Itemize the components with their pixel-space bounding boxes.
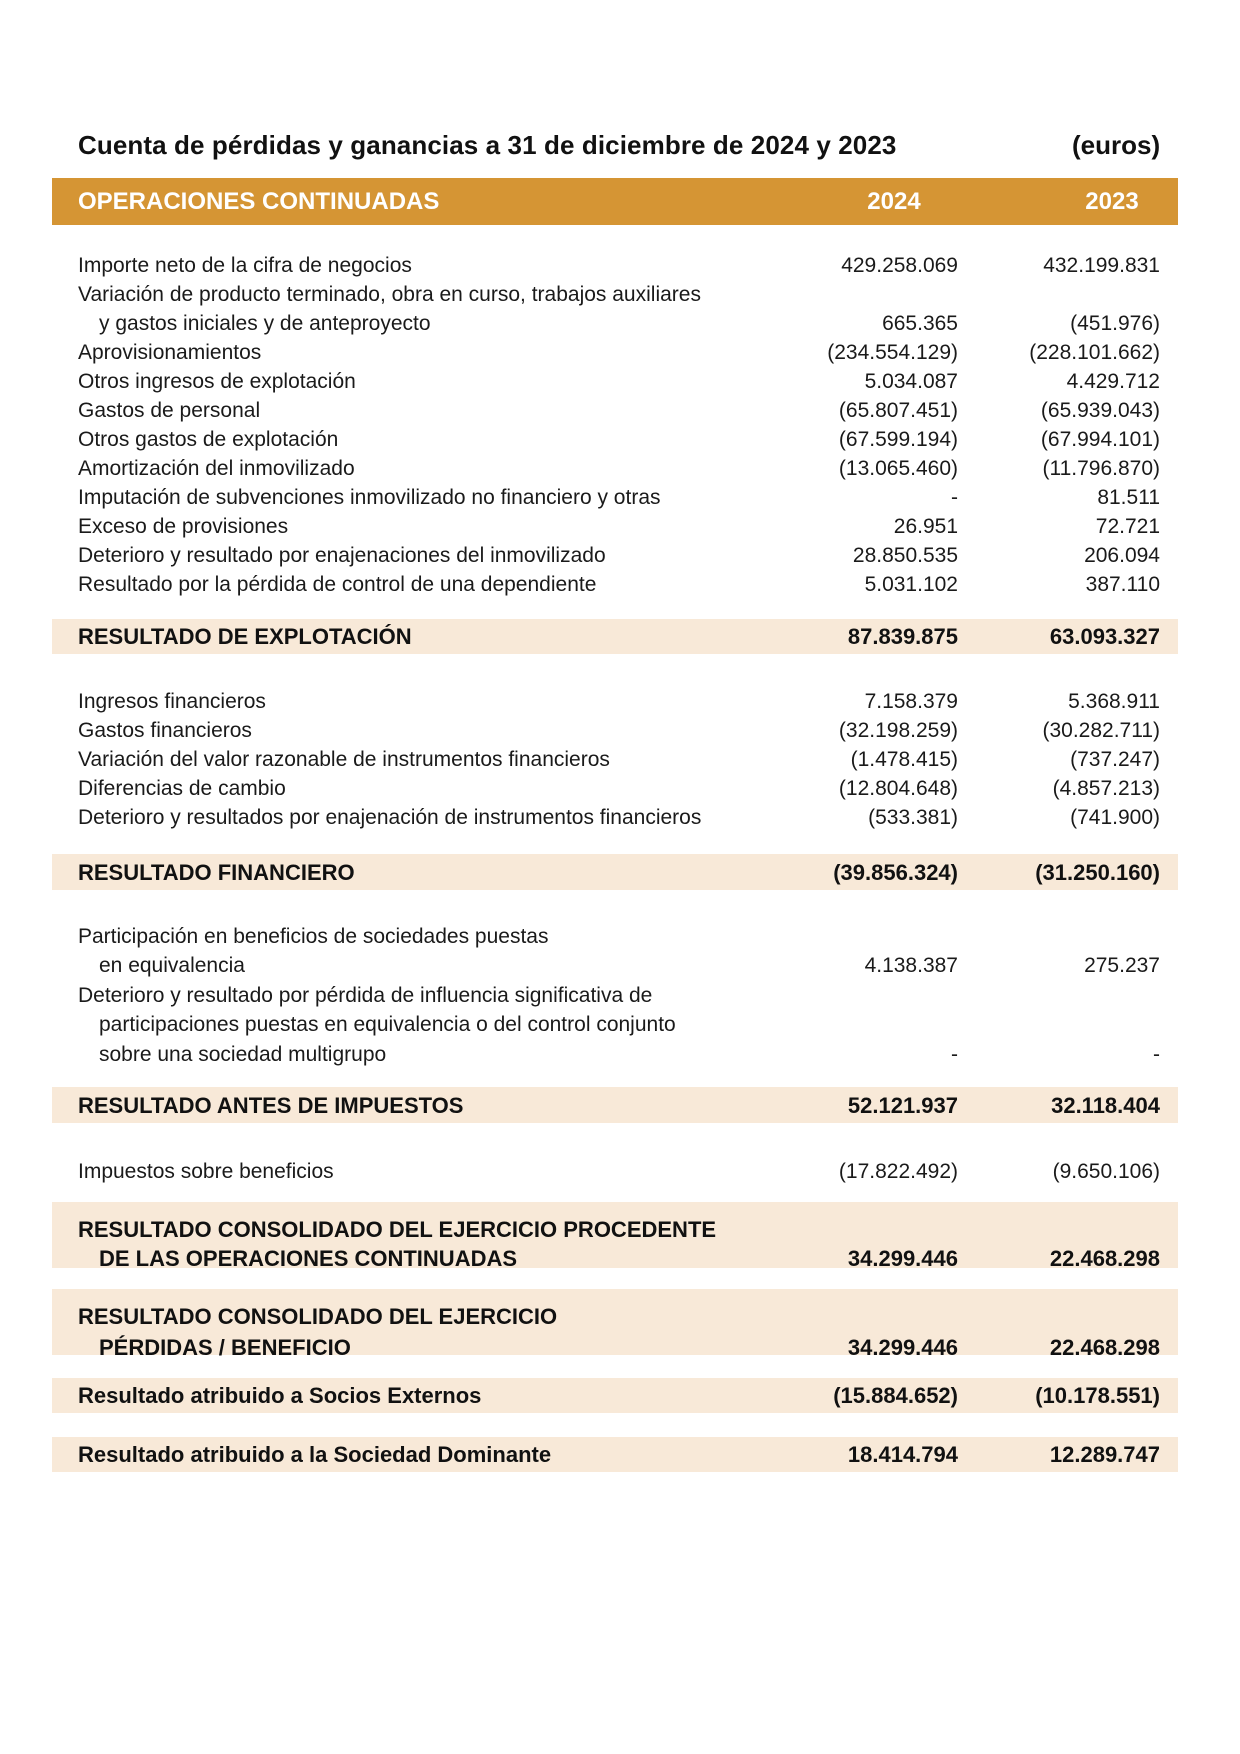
value-2024: (12.804.648) (838, 777, 958, 800)
value-2023: (30.282.711) (1042, 719, 1160, 742)
row-label: Gastos de personal (78, 399, 261, 422)
value-2023: (4.857.213) (1052, 777, 1160, 800)
continuing-result-row (0, 1215, 1240, 1244)
value-2024: 87.839.875 (847, 624, 958, 649)
table-row (0, 251, 1240, 280)
row-label: Importe neto de la cifra de negocios (78, 254, 412, 277)
value-2023: 22.468.298 (1049, 1246, 1160, 1271)
value-2023: (65.939.043) (1040, 399, 1160, 422)
value-2024: (39.856.324) (833, 860, 958, 885)
value-2024: 34.299.446 (847, 1246, 958, 1271)
table-row (0, 745, 1240, 774)
table-row (0, 570, 1240, 599)
value-2023: 275.237 (1084, 954, 1160, 977)
value-2023: (737.247) (1070, 748, 1160, 771)
section-label: OPERACIONES CONTINUADAS (78, 188, 440, 215)
value-2024: (32.198.259) (838, 719, 958, 742)
row-label: Deterioro y resultado por pérdida de influencia significativa de (78, 984, 653, 1007)
row-label: Ingresos financieros (78, 690, 266, 713)
value-2023: 5.368.911 (1068, 690, 1160, 713)
row-label: Imputación de subvenciones inmovilizado no financiero y otras (78, 486, 661, 509)
row-label: Amortización del inmovilizado (78, 457, 355, 480)
value-2024: 7.158.379 (864, 690, 958, 713)
row-label: Resultado atribuido a Socios Externos (78, 1383, 482, 1408)
table-row-continuation (0, 1010, 1240, 1039)
row-label: RESULTADO DE EXPLOTACIÓN (78, 624, 412, 649)
table-row (0, 367, 1240, 396)
value-2023: 22.468.298 (1049, 1335, 1160, 1360)
row-label-continuation: y gastos iniciales y de anteproyecto (99, 312, 431, 335)
value-2024: (234.554.129) (827, 341, 958, 364)
table-row (0, 425, 1240, 454)
value-2024: 26.951 (893, 515, 958, 538)
currency-units: (euros) (1072, 130, 1161, 160)
value-2023: (31.250.160) (1035, 860, 1160, 885)
row-label: RESULTADO ANTES DE IMPUESTOS (78, 1093, 464, 1118)
table-row (0, 512, 1240, 541)
row-label: RESULTADO CONSOLIDADO DEL EJERCICIO PROCEDENTE (78, 1217, 717, 1242)
value-2023: 32.118.404 (1051, 1093, 1160, 1118)
value-2023: (741.900) (1070, 806, 1160, 829)
value-2023: - (1153, 1043, 1160, 1066)
value-2023: 206.094 (1084, 544, 1160, 567)
value-2024: 429.258.069 (841, 254, 958, 277)
row-label: Resultado por la pérdida de control de una dependiente (78, 573, 597, 596)
operating-result-row (0, 622, 1240, 651)
row-label: Variación de producto terminado, obra en curso, trabajos auxiliares (78, 283, 701, 306)
row-label: Exceso de provisiones (78, 515, 289, 538)
row-label: RESULTADO CONSOLIDADO DEL EJERCICIO (78, 1304, 558, 1329)
value-2023: (9.650.106) (1052, 1160, 1160, 1183)
table-row (0, 396, 1240, 425)
row-label: Diferencias de cambio (78, 777, 286, 800)
value-2024: 28.850.535 (852, 544, 958, 567)
row-label: Aprovisionamientos (78, 341, 262, 364)
value-2024: (67.599.194) (838, 428, 958, 451)
row-label: Deterioro y resultado por enajenaciones del inmovilizado (78, 544, 606, 567)
value-2023: 72.721 (1095, 515, 1160, 538)
table-row (0, 1157, 1240, 1186)
column-header-2023: 2023 (1085, 188, 1139, 215)
row-label-continuation: DE LAS OPERACIONES CONTINUADAS (99, 1246, 518, 1271)
table-row (0, 774, 1240, 803)
row-label: Variación del valor razonable de instrumentos financieros (78, 748, 610, 771)
document-title: Cuenta de pérdidas y ganancias a 31 de diciembre de 2024 y 2023 (78, 130, 897, 160)
value-2024: (15.884.652) (833, 1383, 958, 1408)
column-header-2024: 2024 (867, 188, 921, 215)
consolidated-result-row-continuation (0, 1333, 1240, 1362)
table-row (0, 716, 1240, 745)
row-label: Participación en beneficios de sociedades puestas (78, 925, 549, 948)
value-2023: 12.289.747 (1049, 1442, 1160, 1467)
value-2024: 52.121.937 (847, 1093, 958, 1118)
pretax-result-row (0, 1091, 1240, 1120)
row-label-continuation: sobre una sociedad multigrupo (99, 1043, 387, 1066)
value-2024: - (951, 1043, 958, 1066)
value-2023: 81.511 (1097, 486, 1160, 509)
table-row (0, 338, 1240, 367)
table-row (0, 803, 1240, 832)
value-2024: (1.478.415) (850, 748, 958, 771)
value-2023: (451.976) (1070, 312, 1160, 335)
table-row (0, 541, 1240, 570)
value-2024: (65.807.451) (838, 399, 958, 422)
table-row-continuation (0, 951, 1240, 980)
value-2023: (228.101.662) (1029, 341, 1160, 364)
value-2024: - (951, 486, 958, 509)
value-2024: 4.138.387 (864, 954, 958, 977)
row-label: Otros gastos de explotación (78, 428, 339, 451)
consolidated-result-row (0, 1302, 1240, 1331)
row-label-continuation: PÉRDIDAS / BENEFICIO (99, 1335, 351, 1360)
table-row (0, 483, 1240, 512)
value-2024: (533.381) (868, 806, 958, 829)
table-row (0, 981, 1240, 1010)
value-2024: 5.031.102 (864, 573, 958, 596)
table-row (0, 687, 1240, 716)
value-2024: 665.365 (882, 312, 958, 335)
value-2023: (10.178.551) (1035, 1383, 1160, 1408)
value-2023: 432.199.831 (1043, 254, 1160, 277)
parent-result-row (0, 1440, 1240, 1469)
row-label: Resultado atribuido a la Sociedad Dominante (78, 1442, 552, 1467)
value-2024: (13.065.460) (838, 457, 958, 480)
table-row (0, 280, 1240, 309)
row-label: Deterioro y resultados por enajenación de instrumentos financieros (78, 806, 702, 829)
continuing-result-row-continuation (0, 1244, 1240, 1273)
table-row (0, 922, 1240, 951)
table-row-continuation (0, 309, 1240, 338)
value-2023: 387.110 (1085, 573, 1160, 596)
row-label: Impuestos sobre beneficios (78, 1160, 334, 1183)
table-row (0, 454, 1240, 483)
table-header-bar (52, 178, 1178, 225)
row-label: RESULTADO FINANCIERO (78, 860, 355, 885)
value-2023: (67.994.101) (1040, 428, 1160, 451)
minority-result-row (0, 1381, 1240, 1410)
value-2023: (11.796.870) (1042, 457, 1160, 480)
table-row-continuation (0, 1040, 1240, 1069)
row-label: Gastos financieros (78, 719, 252, 742)
value-2023: 63.093.327 (1049, 624, 1160, 649)
value-2024: 34.299.446 (847, 1335, 958, 1360)
value-2024: 5.034.087 (864, 370, 958, 393)
value-2023: 4.429.712 (1066, 370, 1160, 393)
value-2024: 18.414.794 (847, 1442, 958, 1467)
row-label-continuation: participaciones puestas en equivalencia o del control conjunto (99, 1013, 676, 1036)
row-label: Otros ingresos de explotación (78, 370, 356, 393)
value-2024: (17.822.492) (838, 1160, 958, 1183)
financial-result-row (0, 858, 1240, 887)
row-label-continuation: en equivalencia (99, 954, 245, 977)
